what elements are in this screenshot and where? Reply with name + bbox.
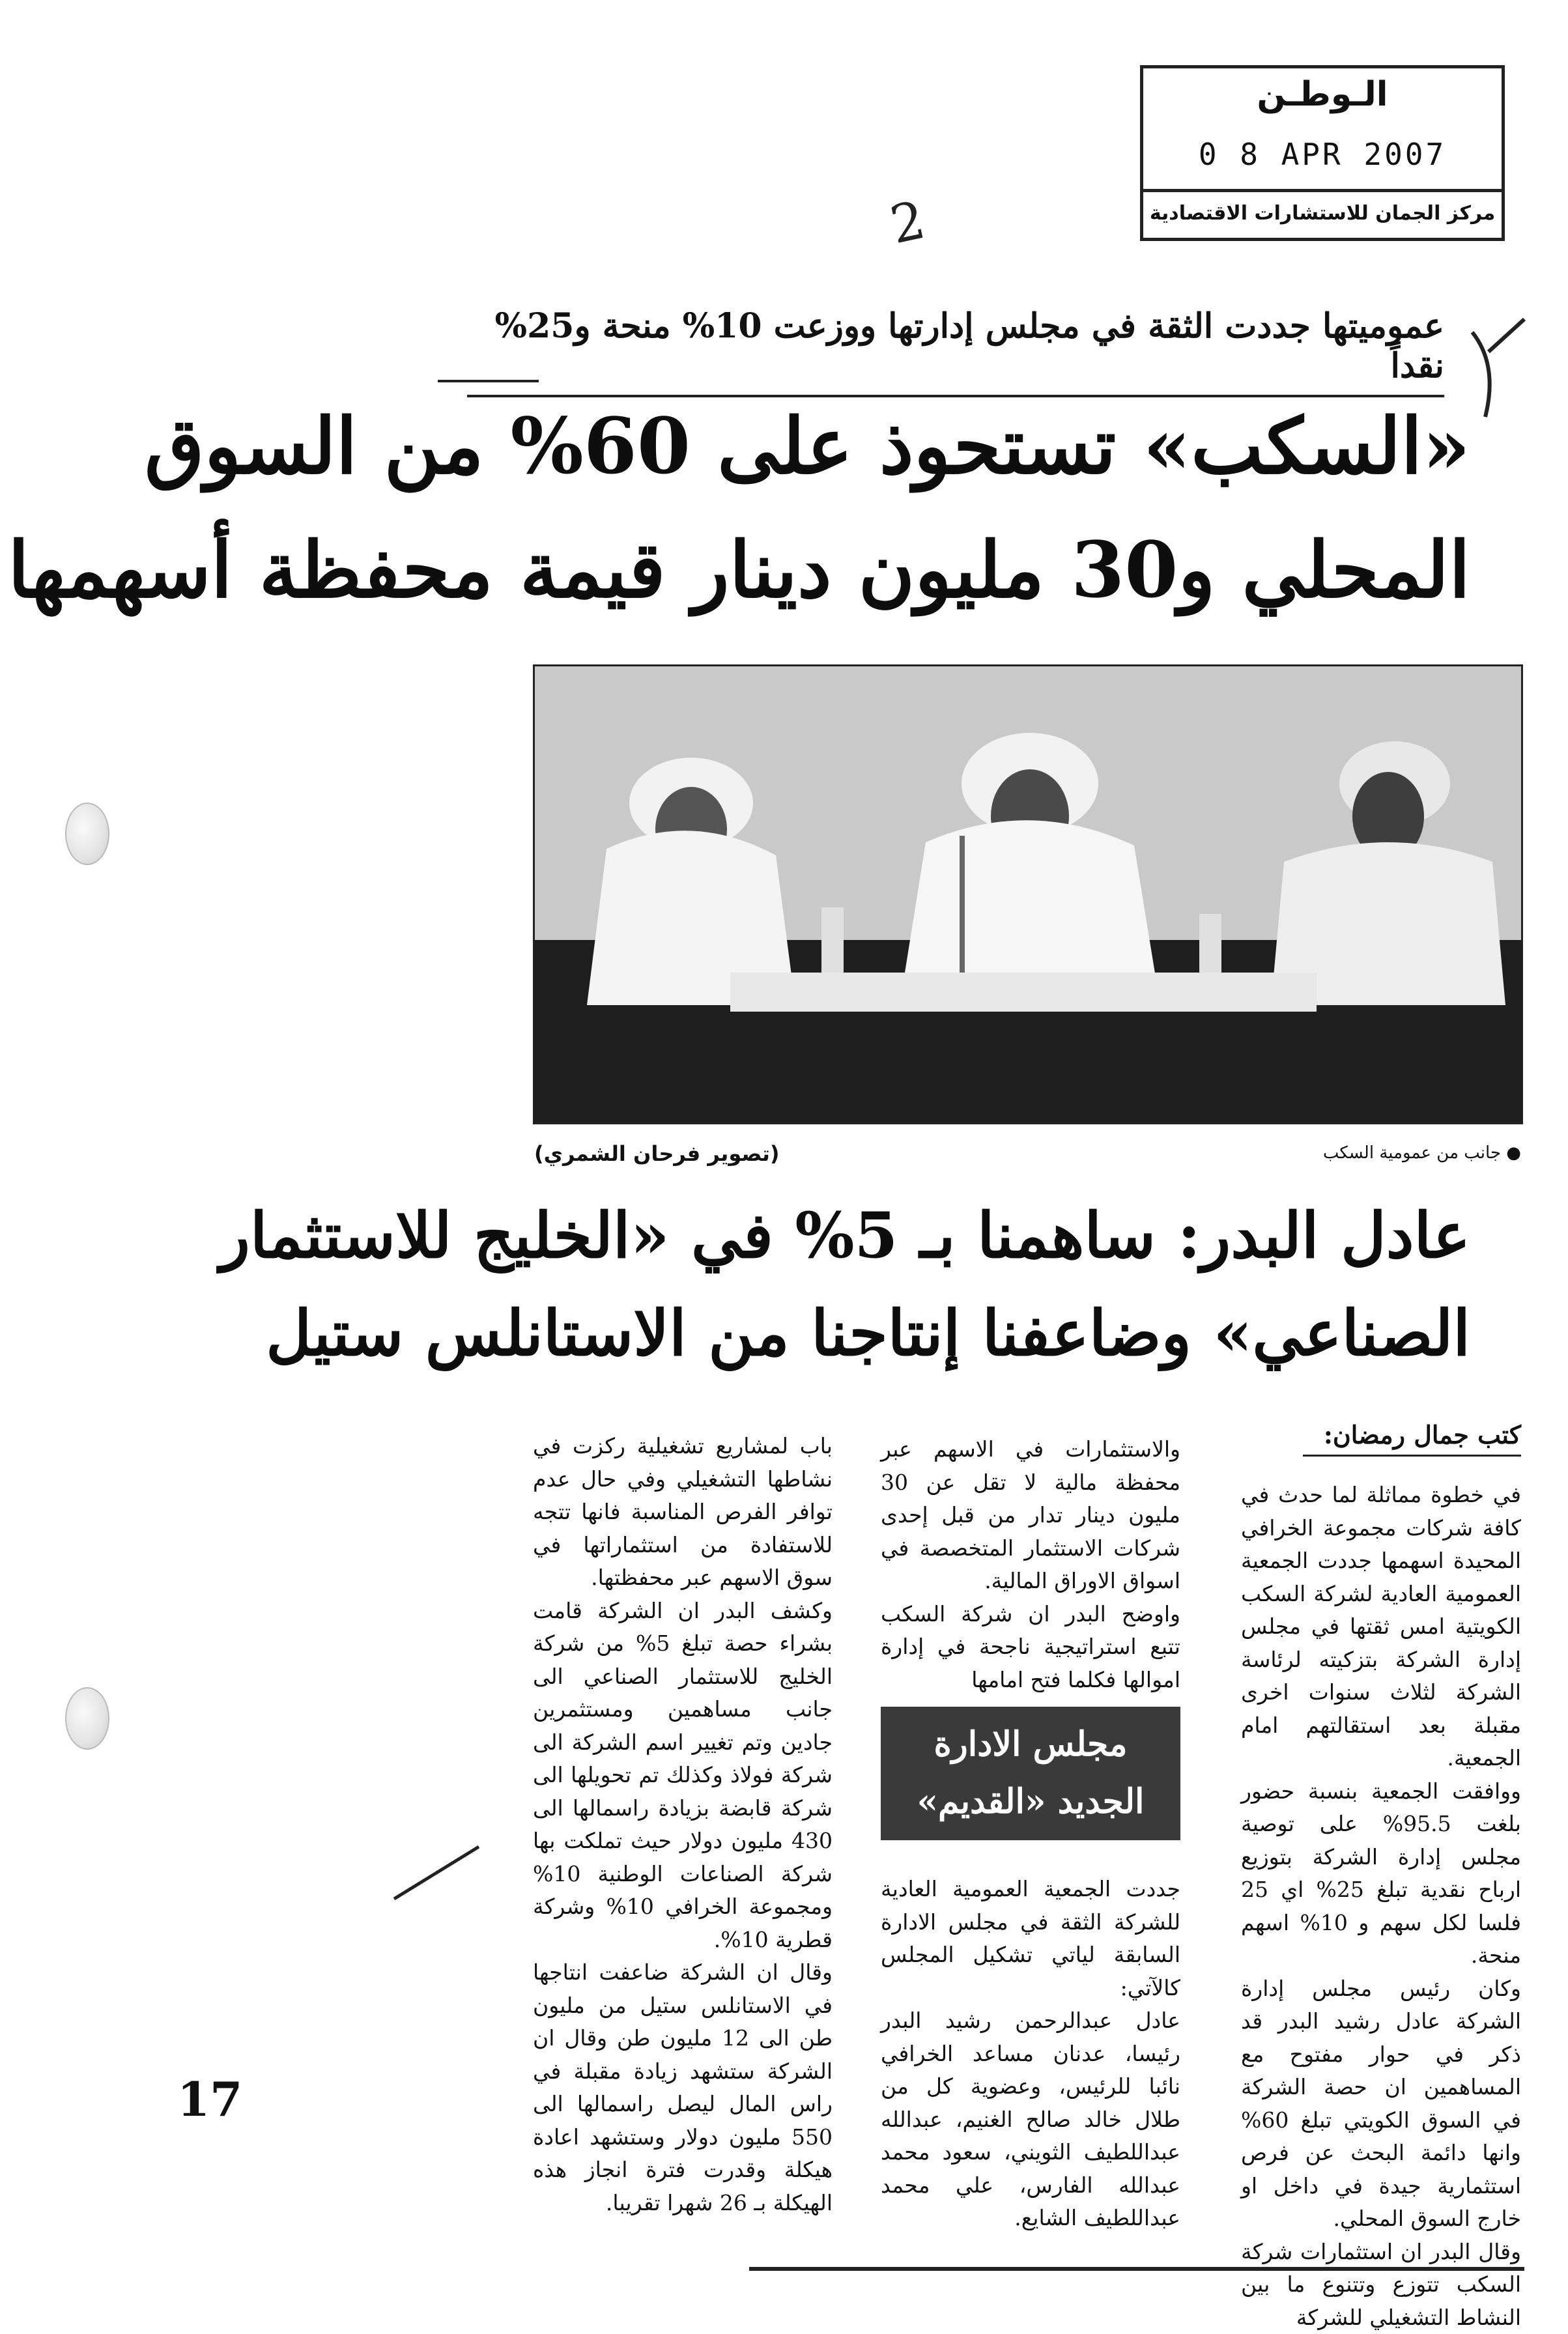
subheadline-line-1: عادل البدر: ساهمنا بـ 5% في «الخليج للاستثمار [454,1199,1470,1272]
byline: كتب جمال رمضان: [1303,1420,1521,1457]
punch-hole-top [65,803,109,865]
headline-line-1: «السكب» تستحوذ على 60% من السوق [454,401,1470,491]
paragraph: ووافقت الجمعية بنسبة حضور بلغت 95.5% على توصية مجلس إدارة الشركة بتوزيع ارباح نقدية تبلغ 25% اي 25 فلسا لكل سهم و 10% اسهم منحة. [1241,1775,1521,1972]
paragraph: جددت الجمعية العمومية العادية للشركة الثقة في مجلس الادارة السابقة لياتي تشكيل المجلس كالآتي: [881,1873,1180,2004]
article-column-left [533,1430,833,2219]
photo-caption: ● جانب من عمومية السكب [1323,1143,1521,1163]
article-column-middle-bottom [881,1873,1180,2235]
meeting-photo [533,664,1523,1124]
handwritten-mark: 2 [885,190,930,256]
paragraph: وقال ان الشركة ضاعفت انتاجها في الاستانلس ستيل من مليون طن الى 12 مليون طن وقال ان الشركة ستشهد زيادة مقبلة في راس المال ليصل راسمالها الى 550 مليون دولار وستشهد اعادة هيكلة وقدرت فترة انجاز هذه الهيكلة بـ 26 شهرا تقريبا. [533,1956,833,2219]
punch-hole-bottom [65,1687,109,1750]
meeting-photo-figures [535,666,1521,1122]
page-number: 17 [177,2071,242,2127]
archive-stamp [1140,65,1505,241]
paragraph: وقال البدر ان استثمارات شركة السكب تتوزع وتتنوع ما بين النشاط التشغيلي للشركة [1241,2236,1521,2334]
paragraph: واوضح البدر ان شركة السكب تتبع استراتيجية ناجحة في إدارة اموالها فكلما فتح امامها [881,1598,1180,1697]
photo-credit: (تصوير فرحان الشمري) [534,1141,780,1166]
paragraph: في خطوة مماثلة لما حدث في كافة شركات مجموعة الخرافي المحيدة اسهمها جددت الجمعية العمومية العادية لشركة السكب الكويتية امس ثقتها في مجلس إدارة الشركة بتزكيته لرئاسة الشركة لثلاث سنوات اخرى مقبلة بعد استقالتهم امام الجمعية. [1241,1479,1521,1775]
stamp-date: 0 8 APR 2007 [1143,137,1502,172]
stamp-publication: الـوطـن [1143,75,1502,114]
margin-pen-stroke [391,1843,482,1902]
article-column-middle-top [881,1433,1180,1696]
subheadline-line-2: الصناعي» وضاعفنا إنتاجنا من الاستانلس ستيل [454,1296,1470,1370]
paragraph: باب لمشاريع تشغيلية ركزت في نشاطها التشغيلي وفي حال عدم توافر الفرص المناسبة فانها تتجه للاستفادة من استثماراتها في سوق الاسهم عبر محفظتها. [533,1430,833,1595]
bottom-rule [749,2267,1524,2271]
headline-line-2: المحلي و30 مليون دينار قيمة محفظة أسهمها [454,524,1470,615]
paragraph: والاستثمارات في الاسهم عبر محفظة مالية لا تقل عن 30 مليون دينار تدار من قبل إحدى شركات الاستثمار المتخصصة في اسواق الاوراق المالية. [881,1433,1180,1598]
kicker: عموميتها جددت الثقة في مجلس إدارتها ووزعت 10% منحة و25% نقداً [467,306,1444,397]
board-section-header-line-1: مجلس الادارة [881,1716,1180,1773]
margin-pen-mark [1459,306,1537,430]
paragraph: عادل عبدالرحمن رشيد البدر رئيسا، عدنان مساعد الخرافي نائبا للرئيس، وعضوية كل من طلال خالد صالح الغنيم، عبدالله عبداللطيف الثويني، سعود محمد عبدالله الفارس، علي محمد عبداللطيف الشايع. [881,2004,1180,2235]
board-section-header-line-2: الجديد «القديم» [881,1773,1180,1830]
paragraph: وكان رئيس مجلس إدارة الشركة عادل رشيد البدر قد ذكر في حوار مفتوح مع المساهمين ان حصة الشركة في السوق الكويتي تبلغ 60% وانها دائمة البحث عن فرص استثمارية جيدة في داخل او خارج السوق المحلي. [1241,1972,1521,2236]
stamp-center-name: مركز الجمان للاستشارات الاقتصادية [1143,189,1502,238]
paragraph: وكشف البدر ان الشركة قامت بشراء حصة تبلغ 5% من شركة الخليج للاستثمار الصناعي الى جانب مساهمين ومستثمرين جادين وتم تغيير اسم الشركة الى شركة فولاذ وكذلك تم تحويلها الى شركة قابضة بزيادة راسمالها الى 430 مليون دولار حيث تملكت بها شركة الصناعات الوطنية 10% ومجموعة الخرافي 10% وشركة قطرية 10%. [533,1595,833,1957]
article-column-right [1241,1479,1521,2334]
board-section-header [881,1707,1180,1840]
